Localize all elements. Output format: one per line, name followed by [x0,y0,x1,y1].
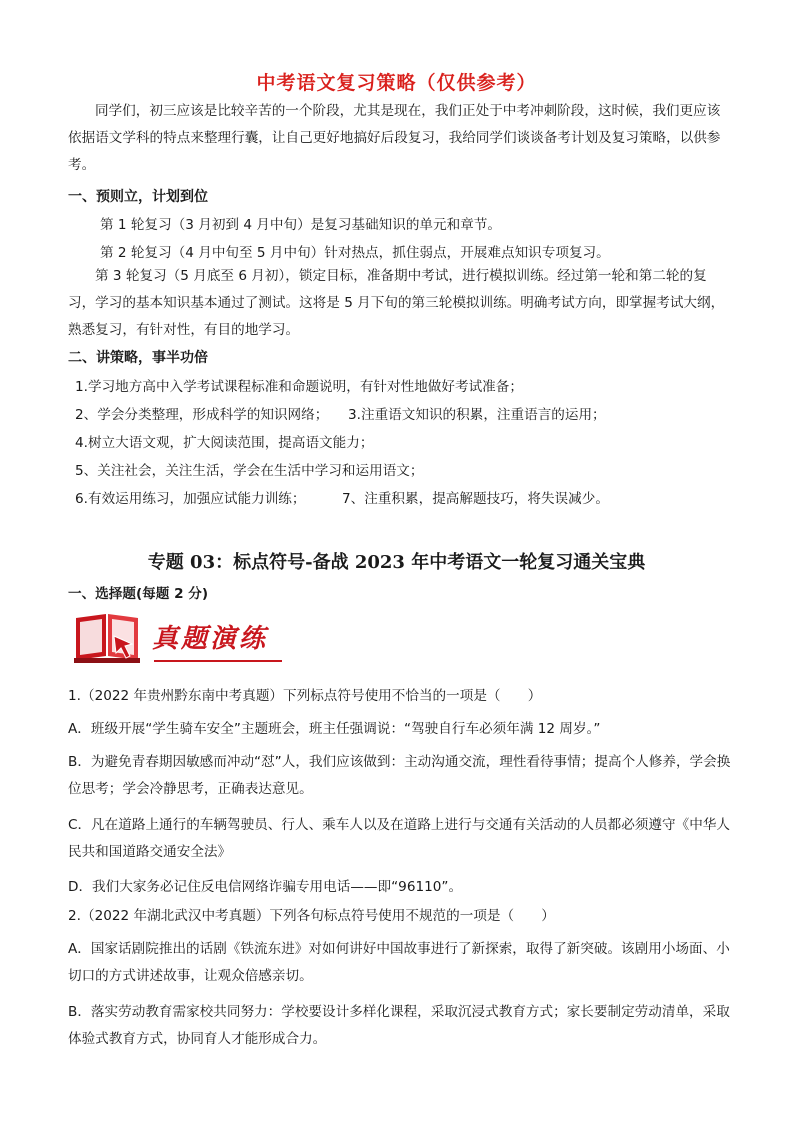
section-heading-strategy: 二、讲策略，事半功倍 [68,350,208,366]
question-1-option-a: A．班级开展“学生骑车安全”主题班会，班主任强调说：“驾驶自行车必须年满 12 周岁。” [68,721,601,737]
book-icon [70,610,150,666]
strategy-item-7: 7、注重积累，提高解题技巧，将失误减少。 [342,491,609,507]
strategy-item-2: 2、学会分类整理，形成科学的知识网络； [75,407,329,423]
question-2-option-a: A．国家话剧院推出的话剧《铁流东进》对如何讲好中国故事进行了新探索，取得了新突破。该剧用小场面、小切口的方式讲述故事，让观众倍感亲切。 [68,941,730,984]
section-heading-plan: 一、预则立，计划到位 [68,189,208,205]
strategy-item-3: 3.注重语文知识的积累，注重语言的运用； [348,407,606,423]
question-2-option-b: B．落实劳动教育需家校共同努力：学校要设计多样化课程，采取沉浸式教育方式；家长要制定劳动清单，采取体验式教育方式，协同育人才能形成合力。 [68,1004,730,1047]
question-2: 2.（2022 年湖北武汉中考真题）下列各句标点符号使用不规范的一项是（ ） [68,908,555,924]
exam-banner [70,610,290,670]
question-1-option-b: B．为避免青春期因敏感而冲动“怼”人，我们应该做到：主动沟通交流，理性看待事情；提高个人修养，学会换位思考；学会冷静思考，正确表达意见。 [68,754,731,797]
strategy-item-4: 4.树立大语文观，扩大阅读范围，提高语文能力； [75,435,374,451]
strategy-item-5: 5、关注社会，关注生活，学会在生活中学习和运用语文； [75,463,424,479]
strategy-item-1: 1.学习地方高中入学考试课程标准和命题说明，有针对性地做好考试准备； [75,379,523,395]
question-1-option-d: D．我们大家务必记住反电信网络诈骗专用电话——即“96110”。 [68,879,463,895]
question-1-option-c: C．凡在道路上通行的车辆驾驶员、行人、乘车人以及在道路上进行与交通有关活动的人员都必须遵守《中华人民共和国道路交通安全法》 [68,817,730,860]
plan-item-3: 第 3 轮复习（5 月底至 6 月初），锁定目标，准备期中考试，进行模拟训练。经过第一轮和第二轮的复习，学习的基本知识基本通过了测试。这将是 5 月下旬的第三轮模拟训练。明确考试方向，即掌握考试大纲，熟悉复习，有针对性，有目的地学习。 [68,268,725,338]
plan-item-1: 第 1 轮复习（3 月初到 4 月中旬）是复习基础知识的单元和章节。 [100,217,501,233]
banner-title: 真题演练 [152,624,269,654]
question-1: 1.（2022 年贵州黔东南中考真题）下列标点符号使用不恰当的一项是（ ） [68,688,542,704]
section-heading-choice: 一、选择题(每题 2 分) [68,586,209,602]
strategy-item-6: 6.有效运用练习，加强应试能力训练； [75,491,306,507]
topic-title: 专题 03：标点符号-备战 2023 年中考语文一轮复习通关宝典 [147,552,646,573]
banner-underline [154,660,282,662]
intro-paragraph: 同学们，初三应该是比较辛苦的一个阶段，尤其是现在，我们正处于中考冲刺阶段，这时候，我们更应该依据语文学科的特点来整理行囊，让自己更好地搞好后段复习，我给同学们谈谈备考计划及复习策略，以供参考。 [68,103,721,173]
plan-item-2: 第 2 轮复习（4 月中旬至 5 月中旬）针对热点，抓住弱点，开展难点知识专项复习。 [100,245,610,261]
page-title: 中考语文复习策略（仅供参考） [256,72,537,94]
